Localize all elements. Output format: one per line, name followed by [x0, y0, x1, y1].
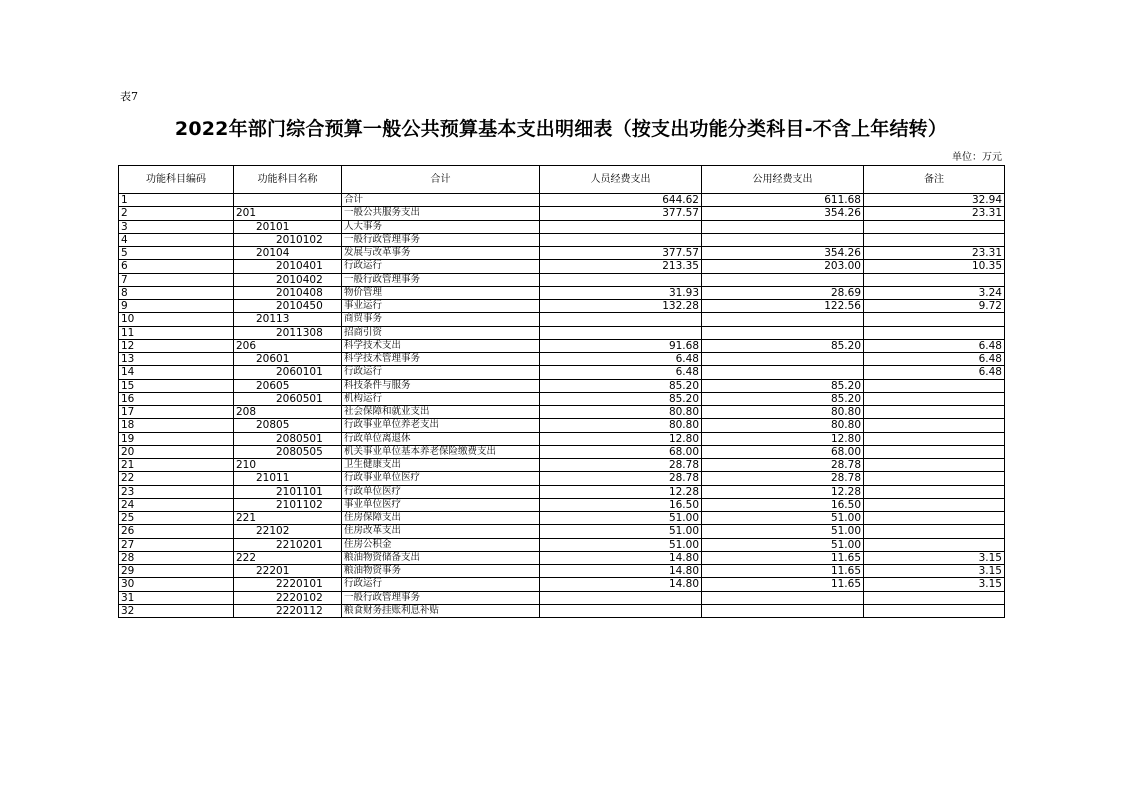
function-name: 社会保障和就业支出: [342, 406, 540, 419]
table-row: [119, 498, 1005, 511]
row-index: 25: [119, 512, 234, 525]
function-code: 222: [234, 551, 342, 564]
function-code: 2010102: [234, 233, 342, 246]
table-row: [119, 472, 1005, 485]
total-value: 14.80: [540, 565, 702, 578]
function-code: 20605: [234, 379, 342, 392]
total-value: [540, 273, 702, 286]
public-value: 23.31: [864, 247, 1005, 260]
total-value: 51.00: [540, 525, 702, 538]
personnel-value: 11.65: [702, 565, 864, 578]
row-index: 31: [119, 591, 234, 604]
public-value: 10.35: [864, 260, 1005, 273]
function-code: 20101: [234, 220, 342, 233]
total-value: 68.00: [540, 445, 702, 458]
personnel-value: 12.28: [702, 485, 864, 498]
function-code: 208: [234, 406, 342, 419]
total-value: 16.50: [540, 498, 702, 511]
total-value: [540, 220, 702, 233]
function-name: 一般行政管理事务: [342, 591, 540, 604]
function-name: 商贸事务: [342, 313, 540, 326]
table-row: [119, 286, 1005, 299]
function-name: 科技条件与服务: [342, 379, 540, 392]
row-index: 28: [119, 551, 234, 564]
function-name: 行政运行: [342, 260, 540, 273]
table-row: [119, 366, 1005, 379]
function-name: 粮油物资事务: [342, 565, 540, 578]
function-name: 粮食财务挂账利息补贴: [342, 604, 540, 617]
function-code: 2080501: [234, 432, 342, 445]
table-row: [119, 339, 1005, 352]
personnel-value: 122.56: [702, 300, 864, 313]
total-value: 6.48: [540, 366, 702, 379]
function-name: 物价管理: [342, 286, 540, 299]
public-value: [864, 233, 1005, 246]
function-name: 人大事务: [342, 220, 540, 233]
row-index: 1: [119, 194, 234, 207]
header-function-code: 功能科目编码: [119, 166, 234, 194]
table-row: [119, 459, 1005, 472]
row-index: 5: [119, 247, 234, 260]
table-row: [119, 604, 1005, 617]
personnel-value: [702, 326, 864, 339]
personnel-value: 16.50: [702, 498, 864, 511]
personnel-value: [702, 313, 864, 326]
public-value: 3.24: [864, 286, 1005, 299]
function-name: 一般公共服务支出: [342, 207, 540, 220]
personnel-value: 85.20: [702, 379, 864, 392]
function-name: 招商引资: [342, 326, 540, 339]
personnel-value: 85.20: [702, 392, 864, 405]
function-code: 2101102: [234, 498, 342, 511]
row-index: 32: [119, 604, 234, 617]
function-name: 发展与改革事务: [342, 247, 540, 260]
function-code: 22201: [234, 565, 342, 578]
expenditure-table: [118, 165, 1005, 618]
personnel-value: 11.65: [702, 551, 864, 564]
row-index: 4: [119, 233, 234, 246]
table-row: [119, 313, 1005, 326]
table-row: [119, 406, 1005, 419]
function-code: 221: [234, 512, 342, 525]
function-name: 事业单位医疗: [342, 498, 540, 511]
row-index: 22: [119, 472, 234, 485]
public-value: 6.48: [864, 366, 1005, 379]
total-value: 80.80: [540, 406, 702, 419]
public-value: [864, 459, 1005, 472]
function-name: 合计: [342, 194, 540, 207]
function-name: 机关事业单位基本养老保险缴费支出: [342, 445, 540, 458]
total-value: 31.93: [540, 286, 702, 299]
public-value: [864, 392, 1005, 405]
function-code: 2060101: [234, 366, 342, 379]
row-index: 14: [119, 366, 234, 379]
table-row: [119, 445, 1005, 458]
function-code: 22102: [234, 525, 342, 538]
personnel-value: [702, 233, 864, 246]
row-index: 19: [119, 432, 234, 445]
function-code: 2010401: [234, 260, 342, 273]
function-code: 20104: [234, 247, 342, 260]
row-index: 29: [119, 565, 234, 578]
table-row: [119, 432, 1005, 445]
function-code: 210: [234, 459, 342, 472]
row-index: 15: [119, 379, 234, 392]
personnel-value: 12.80: [702, 432, 864, 445]
table-row: [119, 353, 1005, 366]
row-index: 16: [119, 392, 234, 405]
public-value: [864, 406, 1005, 419]
function-code: 2080505: [234, 445, 342, 458]
total-value: 85.20: [540, 379, 702, 392]
total-value: 12.28: [540, 485, 702, 498]
public-value: [864, 525, 1005, 538]
total-value: 6.48: [540, 353, 702, 366]
personnel-value: [702, 273, 864, 286]
total-value: 14.80: [540, 578, 702, 591]
row-index: 11: [119, 326, 234, 339]
table-row: [119, 207, 1005, 220]
personnel-value: [702, 220, 864, 233]
row-index: 12: [119, 339, 234, 352]
total-value: 644.62: [540, 194, 702, 207]
table-row: [119, 551, 1005, 564]
public-value: [864, 432, 1005, 445]
table-row: [119, 578, 1005, 591]
personnel-value: 80.80: [702, 406, 864, 419]
function-name: 一般行政管理事务: [342, 233, 540, 246]
total-value: [540, 313, 702, 326]
function-code: 2220102: [234, 591, 342, 604]
function-name: 住房保障支出: [342, 512, 540, 525]
function-code: 20805: [234, 419, 342, 432]
public-value: 3.15: [864, 551, 1005, 564]
row-index: 27: [119, 538, 234, 551]
row-index: 3: [119, 220, 234, 233]
personnel-value: 28.78: [702, 472, 864, 485]
function-code: 2010402: [234, 273, 342, 286]
personnel-value: 354.26: [702, 207, 864, 220]
function-code: 2011308: [234, 326, 342, 339]
unit-label: 单位：万元: [952, 152, 1002, 163]
personnel-value: 203.00: [702, 260, 864, 273]
table-body: [119, 194, 1005, 618]
row-index: 24: [119, 498, 234, 511]
public-value: [864, 220, 1005, 233]
row-index: 17: [119, 406, 234, 419]
total-value: 377.57: [540, 207, 702, 220]
public-value: [864, 419, 1005, 432]
personnel-value: 51.00: [702, 512, 864, 525]
header-total: 合计: [342, 166, 540, 194]
total-value: [540, 604, 702, 617]
public-value: 3.15: [864, 578, 1005, 591]
table-row: [119, 379, 1005, 392]
total-value: 91.68: [540, 339, 702, 352]
function-name: 住房改革支出: [342, 525, 540, 538]
personnel-value: 80.80: [702, 419, 864, 432]
function-name: 行政事业单位养老支出: [342, 419, 540, 432]
function-code: 2210201: [234, 538, 342, 551]
function-name: 机构运行: [342, 392, 540, 405]
table-row: [119, 392, 1005, 405]
function-name: 一般行政管理事务: [342, 273, 540, 286]
function-code: 201: [234, 207, 342, 220]
personnel-value: [702, 366, 864, 379]
row-index: 6: [119, 260, 234, 273]
public-value: [864, 379, 1005, 392]
table-row: [119, 485, 1005, 498]
public-value: [864, 498, 1005, 511]
row-index: 23: [119, 485, 234, 498]
total-value: 132.28: [540, 300, 702, 313]
personnel-value: 68.00: [702, 445, 864, 458]
function-code: 20113: [234, 313, 342, 326]
total-value: 213.35: [540, 260, 702, 273]
table-row: [119, 233, 1005, 246]
function-name: 住房公积金: [342, 538, 540, 551]
table-row: [119, 326, 1005, 339]
table-row: [119, 419, 1005, 432]
public-value: 6.48: [864, 339, 1005, 352]
row-index: 8: [119, 286, 234, 299]
function-code: 20601: [234, 353, 342, 366]
function-name: 行政运行: [342, 578, 540, 591]
total-value: [540, 233, 702, 246]
table-row: [119, 273, 1005, 286]
personnel-value: 51.00: [702, 525, 864, 538]
table-row: [119, 220, 1005, 233]
public-value: [864, 591, 1005, 604]
function-code: 2220112: [234, 604, 342, 617]
table-number-label: 表7: [120, 90, 138, 103]
personnel-value: 354.26: [702, 247, 864, 260]
personnel-value: 611.68: [702, 194, 864, 207]
total-value: 51.00: [540, 538, 702, 551]
table-row: [119, 565, 1005, 578]
personnel-value: 85.20: [702, 339, 864, 352]
total-value: 12.80: [540, 432, 702, 445]
function-code: 206: [234, 339, 342, 352]
total-value: 85.20: [540, 392, 702, 405]
function-name: 科学技术支出: [342, 339, 540, 352]
public-value: [864, 313, 1005, 326]
function-name: 行政单位医疗: [342, 485, 540, 498]
table-row: [119, 194, 1005, 207]
function-name: 事业运行: [342, 300, 540, 313]
public-value: 9.72: [864, 300, 1005, 313]
function-name: 科学技术管理事务: [342, 353, 540, 366]
total-value: 28.78: [540, 472, 702, 485]
personnel-value: 28.69: [702, 286, 864, 299]
function-code: 2101101: [234, 485, 342, 498]
function-name: 行政事业单位医疗: [342, 472, 540, 485]
header-public: 公用经费支出: [702, 166, 864, 194]
table-row: [119, 591, 1005, 604]
public-value: 3.15: [864, 565, 1005, 578]
total-value: 14.80: [540, 551, 702, 564]
personnel-value: [702, 353, 864, 366]
table-row: [119, 512, 1005, 525]
public-value: [864, 326, 1005, 339]
function-code: [234, 194, 342, 207]
table-row: [119, 538, 1005, 551]
header-remarks: 备注: [864, 166, 1005, 194]
row-index: 21: [119, 459, 234, 472]
total-value: 28.78: [540, 459, 702, 472]
public-value: [864, 472, 1005, 485]
personnel-value: 51.00: [702, 538, 864, 551]
public-value: [864, 538, 1005, 551]
public-value: [864, 604, 1005, 617]
public-value: [864, 512, 1005, 525]
public-value: [864, 485, 1005, 498]
function-name: 行政单位离退休: [342, 432, 540, 445]
function-code: 21011: [234, 472, 342, 485]
function-name: 卫生健康支出: [342, 459, 540, 472]
table-row: [119, 260, 1005, 273]
public-value: [864, 445, 1005, 458]
personnel-value: 11.65: [702, 578, 864, 591]
row-index: 9: [119, 300, 234, 313]
row-index: 2: [119, 207, 234, 220]
function-code: 2010450: [234, 300, 342, 313]
row-index: 7: [119, 273, 234, 286]
public-value: 6.48: [864, 353, 1005, 366]
total-value: [540, 326, 702, 339]
function-code: 2010408: [234, 286, 342, 299]
header-personnel: 人员经费支出: [540, 166, 702, 194]
personnel-value: 28.78: [702, 459, 864, 472]
total-value: 80.80: [540, 419, 702, 432]
table-row: [119, 300, 1005, 313]
function-code: 2060501: [234, 392, 342, 405]
table-header-row: [119, 166, 1005, 194]
table-row: [119, 525, 1005, 538]
public-value: [864, 273, 1005, 286]
total-value: 377.57: [540, 247, 702, 260]
row-index: 13: [119, 353, 234, 366]
personnel-value: [702, 591, 864, 604]
total-value: [540, 591, 702, 604]
public-value: 32.94: [864, 194, 1005, 207]
row-index: 20: [119, 445, 234, 458]
row-index: 26: [119, 525, 234, 538]
table-row: [119, 247, 1005, 260]
row-index: 30: [119, 578, 234, 591]
personnel-value: [702, 604, 864, 617]
total-value: 51.00: [540, 512, 702, 525]
public-value: 23.31: [864, 207, 1005, 220]
page-title: 2022年部门综合预算一般公共预算基本支出明细表（按支出功能分类科目-不含上年结转）: [174, 118, 948, 140]
row-index: 18: [119, 419, 234, 432]
function-name: 行政运行: [342, 366, 540, 379]
row-index: 10: [119, 313, 234, 326]
function-name: 粮油物资储备支出: [342, 551, 540, 564]
header-function-name: 功能科目名称: [234, 166, 342, 194]
function-code: 2220101: [234, 578, 342, 591]
